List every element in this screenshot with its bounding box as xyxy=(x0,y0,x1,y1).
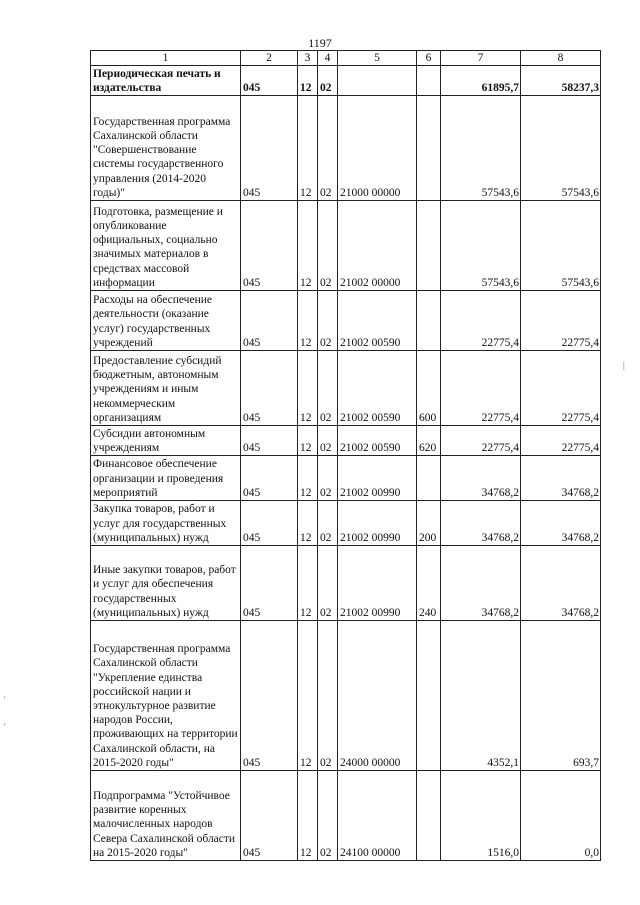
cell-item-name: Субсидии автономным учреждениям xyxy=(91,426,241,456)
cell-code-subsection: 02 xyxy=(318,426,338,456)
cell-code-target: 21002 00990 xyxy=(338,501,417,546)
cell-item-name: Подпрограмма "Устойчивое развитие коренных малочисленных народов Севера Сахалинской области на 2015-2020 годы" xyxy=(91,771,241,861)
cell-item-name: Подготовка, размещение и опубликование официальных, социально значимых материалов в средствах массовой информации xyxy=(91,201,241,291)
cell-code-target xyxy=(338,66,417,96)
header-cell-3: 3 xyxy=(298,51,318,66)
cell-item-name: Государственная программа Сахалинской области "Совершенствование системы государственного управления (2014-2020 годы)" xyxy=(91,96,241,201)
cell-code-subsection: 02 xyxy=(318,501,338,546)
cell-amount-2020: 22775,4 xyxy=(521,351,601,426)
cell-code-section: 12 xyxy=(298,771,318,861)
cell-amount-2019: 4352,1 xyxy=(441,621,521,771)
cell-item-name: Расходы на обеспечение деятельности (оказание услуг) государственных учреждений xyxy=(91,291,241,351)
table-row xyxy=(91,426,601,456)
cell-amount-2019: 22775,4 xyxy=(441,291,521,351)
cell-code-admin: 045 xyxy=(241,291,298,351)
header-cell-6: 6 xyxy=(417,51,441,66)
page-number: 1197 xyxy=(308,36,332,50)
header-cell-4: 4 xyxy=(318,51,338,66)
cell-item-name: Закупка товаров, работ и услуг для государственных (муниципальных) нужд xyxy=(91,501,241,546)
cell-code-section: 12 xyxy=(298,66,318,96)
budget-table xyxy=(90,50,601,861)
cell-code-admin: 045 xyxy=(241,546,298,621)
cell-code-target: 24000 00000 xyxy=(338,621,417,771)
cell-amount-2019: 22775,4 xyxy=(441,351,521,426)
table-row xyxy=(91,291,601,351)
cell-code-expense-type: 620 xyxy=(417,426,441,456)
cell-code-section: 12 xyxy=(298,501,318,546)
cell-code-subsection: 02 xyxy=(318,66,338,96)
cell-code-expense-type xyxy=(417,291,441,351)
cell-item-name: Иные закупки товаров, работ и услуг для обеспечения государственных (муниципальных) нужд xyxy=(91,546,241,621)
cell-code-target: 21002 00590 xyxy=(338,291,417,351)
cell-code-expense-type xyxy=(417,96,441,201)
header-cell-2: 2 xyxy=(241,51,298,66)
header-cell-1: 1 xyxy=(91,51,241,66)
cell-amount-2020: 58237,3 xyxy=(521,66,601,96)
cell-code-admin: 045 xyxy=(241,66,298,96)
cell-code-target: 21002 00590 xyxy=(338,426,417,456)
margin-mark: | xyxy=(623,360,625,370)
cell-code-section: 12 xyxy=(298,546,318,621)
cell-code-target: 21000 00000 xyxy=(338,96,417,201)
cell-amount-2020: 693,7 xyxy=(521,621,601,771)
table-row xyxy=(91,546,601,621)
cell-code-expense-type: 200 xyxy=(417,501,441,546)
cell-amount-2020: 34768,2 xyxy=(521,501,601,546)
cell-code-admin: 045 xyxy=(241,501,298,546)
cell-code-expense-type xyxy=(417,621,441,771)
cell-code-admin: 045 xyxy=(241,621,298,771)
cell-code-subsection: 02 xyxy=(318,96,338,201)
header-row xyxy=(91,51,601,66)
cell-item-name: Государственная программа Сахалинской области "Укрепление единства российской нации и этнокультурное развитие народов России, проживающих на территории Сахалинской области, на 2015-2020 годы" xyxy=(91,621,241,771)
cell-code-section: 12 xyxy=(298,201,318,291)
cell-code-expense-type: 600 xyxy=(417,351,441,426)
cell-amount-2020: 0,0 xyxy=(521,771,601,861)
table-row xyxy=(91,771,601,861)
cell-code-admin: 045 xyxy=(241,96,298,201)
cell-amount-2019: 57543,6 xyxy=(441,201,521,291)
cell-code-admin: 045 xyxy=(241,201,298,291)
cell-code-expense-type xyxy=(417,66,441,96)
cell-code-section: 12 xyxy=(298,621,318,771)
cell-amount-2019: 61895,7 xyxy=(441,66,521,96)
cell-amount-2019: 34768,2 xyxy=(441,501,521,546)
margin-mark: ' xyxy=(4,722,6,732)
cell-code-expense-type: 240 xyxy=(417,546,441,621)
cell-amount-2020: 22775,4 xyxy=(521,291,601,351)
cell-code-subsection: 02 xyxy=(318,351,338,426)
header-cell-5: 5 xyxy=(338,51,417,66)
cell-code-subsection: 02 xyxy=(318,291,338,351)
table-row xyxy=(91,501,601,546)
cell-amount-2019: 22775,4 xyxy=(441,426,521,456)
cell-amount-2020: 57543,6 xyxy=(521,201,601,291)
cell-item-name: Финансовое обеспечение организации и проведения мероприятий xyxy=(91,456,241,501)
cell-code-admin: 045 xyxy=(241,351,298,426)
margin-mark: ' xyxy=(4,695,6,705)
cell-code-target: 21002 00000 xyxy=(338,201,417,291)
table-row xyxy=(91,351,601,426)
header-cell-8: 8 xyxy=(521,51,601,66)
cell-code-section: 12 xyxy=(298,96,318,201)
cell-code-admin: 045 xyxy=(241,771,298,861)
cell-code-section: 12 xyxy=(298,456,318,501)
cell-code-target: 21002 00990 xyxy=(338,456,417,501)
cell-code-section: 12 xyxy=(298,426,318,456)
cell-code-section: 12 xyxy=(298,351,318,426)
cell-code-target: 24100 00000 xyxy=(338,771,417,861)
cell-code-target: 21002 00990 xyxy=(338,546,417,621)
table-row xyxy=(91,456,601,501)
cell-amount-2020: 22775,4 xyxy=(521,426,601,456)
cell-code-expense-type xyxy=(417,771,441,861)
cell-amount-2020: 57543,6 xyxy=(521,96,601,201)
cell-item-name: Периодическая печать и издательства xyxy=(91,66,241,96)
cell-code-expense-type xyxy=(417,201,441,291)
table-row xyxy=(91,201,601,291)
cell-code-target: 21002 00590 xyxy=(338,351,417,426)
cell-code-subsection: 02 xyxy=(318,621,338,771)
cell-code-admin: 045 xyxy=(241,456,298,501)
table-row xyxy=(91,621,601,771)
cell-amount-2019: 1516,0 xyxy=(441,771,521,861)
cell-amount-2020: 34768,2 xyxy=(521,456,601,501)
cell-code-subsection: 02 xyxy=(318,771,338,861)
cell-code-admin: 045 xyxy=(241,426,298,456)
cell-amount-2019: 57543,6 xyxy=(441,96,521,201)
header-cell-7: 7 xyxy=(441,51,521,66)
cell-amount-2019: 34768,2 xyxy=(441,456,521,501)
cell-amount-2019: 34768,2 xyxy=(441,546,521,621)
table-row xyxy=(91,66,601,96)
cell-code-subsection: 02 xyxy=(318,456,338,501)
cell-code-expense-type xyxy=(417,456,441,501)
cell-code-section: 12 xyxy=(298,291,318,351)
cell-item-name: Предоставление субсидий бюджетным, автономным учреждениям и иным некоммерческим организациям xyxy=(91,351,241,426)
cell-amount-2020: 34768,2 xyxy=(521,546,601,621)
table-row xyxy=(91,96,601,201)
cell-code-subsection: 02 xyxy=(318,546,338,621)
cell-code-subsection: 02 xyxy=(318,201,338,291)
